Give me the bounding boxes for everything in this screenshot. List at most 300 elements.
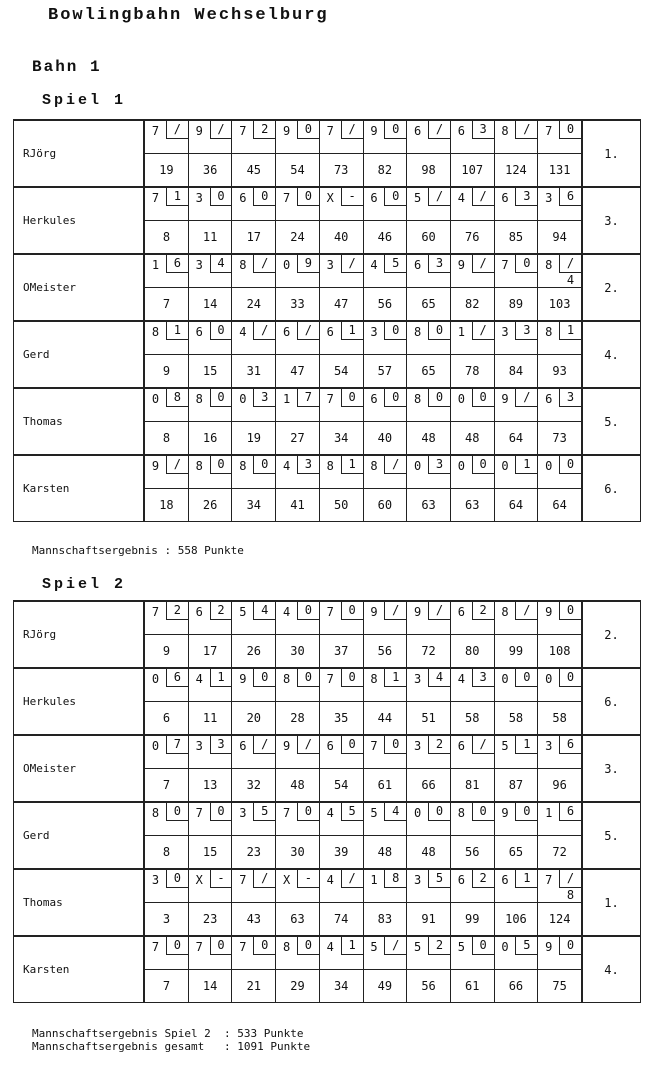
first-roll: 6 — [239, 191, 247, 205]
frame-rolls — [407, 187, 451, 221]
frame-total: 58 — [450, 702, 494, 736]
first-roll: 0 — [414, 806, 422, 820]
second-roll: 0 — [472, 456, 494, 474]
player-rank: 6. — [582, 455, 641, 522]
first-roll: 1 — [370, 873, 378, 887]
frame-rolls — [363, 187, 407, 221]
frame-roll-pair — [232, 870, 275, 902]
frame-roll-pair — [538, 188, 581, 220]
frame-roll-pair — [320, 456, 363, 488]
frame-roll-pair — [276, 322, 319, 354]
second-roll: 0 — [384, 736, 406, 754]
first-roll: 3 — [195, 191, 203, 205]
frame-roll-pair — [407, 456, 450, 488]
second-roll: 0 — [253, 188, 275, 206]
frame-total: 64 — [494, 422, 538, 456]
frame-rolls — [407, 321, 451, 355]
frame-rolls — [494, 601, 538, 635]
frame-rolls — [538, 321, 582, 355]
first-roll: 8 — [326, 459, 334, 473]
first-roll: 0 — [501, 459, 509, 473]
first-roll: 0 — [151, 672, 160, 686]
frame-roll-pair — [407, 937, 450, 969]
frame-roll-pair — [276, 255, 319, 287]
first-roll: 5 — [414, 191, 422, 205]
frame-total: 58 — [494, 702, 538, 736]
first-roll: 7 — [239, 873, 247, 887]
frame-total: 23 — [232, 836, 276, 870]
second-roll: 9 — [297, 255, 319, 273]
first-roll: 9 — [195, 124, 203, 138]
frame-roll-pair — [538, 255, 581, 287]
second-roll: / — [297, 736, 319, 754]
second-roll: 0 — [341, 736, 363, 754]
second-roll: 8 — [384, 870, 406, 888]
second-roll: 2 — [472, 870, 494, 888]
frame-rolls — [188, 388, 232, 422]
frame-total: 72 — [407, 635, 451, 669]
first-roll: 9 — [282, 739, 291, 753]
player-rank: 1. — [582, 869, 641, 936]
frame-total: 40 — [319, 221, 363, 255]
frame-rolls — [188, 869, 232, 903]
frame-total: 98 — [407, 154, 451, 188]
second-roll: 0 — [166, 870, 188, 888]
frame-rolls — [232, 321, 276, 355]
first-roll: 3 — [545, 191, 553, 205]
second-roll: 0 — [253, 669, 275, 687]
frame-roll-pair — [495, 322, 538, 354]
first-roll: 7 — [239, 940, 247, 954]
second-roll: 3 — [210, 736, 232, 754]
frame-total: 30 — [276, 836, 320, 870]
frame-total: 103 — [538, 288, 582, 322]
first-roll: X — [195, 873, 203, 887]
frame-rolls — [363, 802, 407, 836]
first-roll: 1 — [151, 258, 160, 272]
frame-roll-pair — [189, 602, 232, 634]
second-roll: 3 — [253, 389, 275, 407]
second-roll: 2 — [166, 602, 188, 620]
first-roll: 7 — [239, 124, 247, 138]
frame-roll-pair — [451, 188, 494, 220]
frame-total: 31 — [232, 355, 276, 389]
frame-rolls — [494, 388, 538, 422]
frame-rolls — [319, 321, 363, 355]
frame-rolls — [494, 802, 538, 836]
frame-roll-pair — [451, 937, 494, 969]
frame-roll-pair — [320, 322, 363, 354]
second-roll: 0 — [210, 803, 232, 821]
second-roll: 0 — [559, 456, 581, 474]
frame-total: 48 — [407, 422, 451, 456]
first-roll: 5 — [370, 806, 378, 820]
frame-rolls — [538, 388, 582, 422]
frame-rolls — [407, 254, 451, 288]
game-1-score-table — [13, 119, 641, 522]
player-rank: 5. — [582, 388, 641, 455]
frame-roll-pair — [451, 322, 494, 354]
frame-total: 9 — [144, 635, 188, 669]
frame-roll-pair — [320, 803, 363, 835]
frame-total: 26 — [188, 489, 232, 522]
second-roll: 3 — [515, 188, 537, 206]
frame-roll-pair — [538, 669, 581, 701]
frame-rolls — [276, 120, 320, 154]
frame-rolls — [232, 388, 276, 422]
frame-roll-pair — [189, 188, 232, 220]
second-roll: / — [515, 121, 537, 139]
first-roll: 6 — [501, 191, 509, 205]
frame-total: 65 — [407, 288, 451, 322]
frame-roll-pair — [407, 255, 450, 287]
first-roll: 6 — [195, 605, 203, 619]
frame-roll-pair — [189, 389, 232, 421]
frame-total: 8 — [144, 836, 188, 870]
second-roll: / — [297, 322, 319, 340]
frame-total: 21 — [232, 970, 276, 1003]
frame-roll-pair — [364, 602, 407, 634]
frame-total: 15 — [188, 836, 232, 870]
frame-total: 3 — [144, 903, 188, 937]
second-roll: / 8 — [559, 870, 581, 888]
frame-roll-pair — [451, 389, 494, 421]
frame-total: 89 — [494, 288, 538, 322]
frame-roll-pair — [145, 736, 188, 768]
second-roll: 0 — [472, 803, 494, 821]
first-roll: 6 — [457, 739, 465, 753]
first-roll: 5 — [370, 940, 378, 954]
second-roll: 1 — [384, 669, 406, 687]
frame-rolls — [319, 120, 363, 154]
frame-rolls — [494, 455, 538, 489]
first-roll: 4 — [239, 325, 247, 339]
frame-roll-pair — [276, 736, 319, 768]
frame-rolls — [232, 936, 276, 970]
frame-total: 23 — [188, 903, 232, 937]
frame-total: 56 — [363, 288, 407, 322]
frame-total: 78 — [450, 355, 494, 389]
frame-roll-pair — [232, 188, 275, 220]
frame-rolls — [538, 120, 582, 154]
first-roll: 3 — [326, 258, 334, 272]
frame-total: 73 — [538, 422, 582, 456]
second-roll: / — [253, 255, 275, 273]
frame-total: 36 — [188, 154, 232, 188]
second-roll: 3 — [472, 669, 494, 687]
frame-rolls — [450, 254, 494, 288]
frame-rolls — [232, 254, 276, 288]
player-name: Karsten — [14, 455, 145, 522]
second-roll: / — [166, 456, 188, 474]
frame-rolls — [144, 802, 188, 836]
frame-rolls — [276, 869, 320, 903]
frame-rolls — [450, 187, 494, 221]
frame-roll-pair — [538, 389, 581, 421]
frame-total: 15 — [188, 355, 232, 389]
frame-roll-pair — [276, 121, 319, 153]
first-roll: 4 — [195, 672, 203, 686]
player-row — [14, 802, 641, 836]
frame-rolls — [188, 321, 232, 355]
second-roll: 0 — [253, 937, 275, 955]
frame-total: 106 — [494, 903, 538, 937]
frame-rolls — [276, 735, 320, 769]
frame-total: 93 — [538, 355, 582, 389]
frame-roll-pair — [320, 736, 363, 768]
frame-roll-pair — [189, 322, 232, 354]
second-roll: 6 — [166, 669, 188, 687]
frame-total: 66 — [407, 769, 451, 803]
first-roll: X — [326, 191, 334, 205]
frame-roll-pair — [538, 803, 581, 835]
frame-total: 60 — [407, 221, 451, 255]
frame-roll-pair — [407, 602, 450, 634]
second-roll: / — [253, 736, 275, 754]
frame-total: 48 — [276, 769, 320, 803]
second-roll: 0 — [559, 121, 581, 139]
first-roll: 7 — [545, 873, 553, 887]
first-roll: 6 — [501, 873, 509, 887]
frame-total: 17 — [188, 635, 232, 669]
frame-rolls — [538, 869, 582, 903]
frame-roll-pair — [320, 389, 363, 421]
frame-total: 19 — [144, 154, 188, 188]
frame-roll-pair — [320, 188, 363, 220]
frame-rolls — [494, 869, 538, 903]
second-roll: 0 — [341, 669, 363, 687]
frame-rolls — [407, 668, 451, 702]
player-row — [14, 254, 641, 288]
first-roll: 8 — [282, 672, 291, 686]
frame-total: 29 — [276, 970, 320, 1003]
frame-total: 124 — [538, 903, 582, 937]
frame-rolls — [319, 601, 363, 635]
frame-total: 107 — [450, 154, 494, 188]
frame-rolls — [319, 735, 363, 769]
first-roll: 6 — [195, 325, 203, 339]
frame-roll-pair — [364, 736, 407, 768]
frame-rolls — [276, 254, 320, 288]
frame-roll-pair — [145, 937, 188, 969]
first-roll: 6 — [326, 739, 334, 753]
frame-total: 76 — [450, 221, 494, 255]
second-roll: 1 — [515, 870, 537, 888]
frame-rolls — [450, 388, 494, 422]
frame-roll-pair — [495, 937, 538, 969]
frame-rolls — [407, 802, 451, 836]
second-roll: 0 — [210, 456, 232, 474]
frame-rolls — [450, 120, 494, 154]
frame-rolls — [363, 869, 407, 903]
frame-roll-pair — [189, 669, 232, 701]
frame-rolls — [450, 668, 494, 702]
second-roll: / — [384, 456, 406, 474]
second-roll: 0 — [428, 389, 450, 407]
frame-total: 75 — [538, 970, 582, 1003]
frame-roll-pair — [320, 870, 363, 902]
second-roll: / — [428, 121, 450, 139]
frame-roll-pair — [145, 669, 188, 701]
frame-total: 64 — [494, 489, 538, 522]
frame-total: 48 — [407, 836, 451, 870]
frame-total: 54 — [319, 355, 363, 389]
first-roll: 7 — [195, 806, 203, 820]
first-roll: 8 — [414, 325, 422, 339]
first-roll: 0 — [151, 392, 160, 406]
player-rank: 2. — [582, 601, 641, 668]
first-roll: 7 — [151, 124, 160, 138]
frame-roll-pair — [320, 602, 363, 634]
frame-roll-pair — [495, 188, 538, 220]
second-roll: 8 — [166, 389, 188, 407]
player-row — [14, 601, 641, 635]
frame-total: 28 — [276, 702, 320, 736]
player-name: OMeister — [14, 735, 145, 802]
frame-total: 34 — [319, 970, 363, 1003]
frame-rolls — [232, 802, 276, 836]
frame-total: 87 — [494, 769, 538, 803]
frame-roll-pair — [451, 803, 494, 835]
first-roll: 4 — [326, 873, 334, 887]
first-roll: 0 — [282, 258, 291, 272]
player-rank: 5. — [582, 802, 641, 869]
frame-rolls — [407, 601, 451, 635]
frame-total: 63 — [450, 489, 494, 522]
frame-roll-pair — [495, 803, 538, 835]
second-roll: 0 — [297, 602, 319, 620]
second-roll: / — [253, 870, 275, 888]
frame-rolls — [363, 321, 407, 355]
first-roll: 5 — [239, 605, 247, 619]
frame-total: 11 — [188, 702, 232, 736]
second-roll: 0 — [297, 803, 319, 821]
frame-total: 6 — [144, 702, 188, 736]
frame-roll-pair — [495, 121, 538, 153]
frame-total: 7 — [144, 970, 188, 1003]
frame-total: 65 — [494, 836, 538, 870]
frame-total: 54 — [319, 769, 363, 803]
lane-title: Bahn 1 — [32, 58, 102, 76]
first-roll: 8 — [151, 806, 160, 820]
frame-total: 27 — [276, 422, 320, 456]
first-roll: 9 — [414, 605, 422, 619]
second-roll: 5 — [384, 255, 406, 273]
frame-rolls — [232, 668, 276, 702]
first-roll: 8 — [370, 672, 378, 686]
frame-roll-pair — [189, 803, 232, 835]
player-rank: 2. — [582, 254, 641, 321]
second-roll: 4 — [428, 669, 450, 687]
frame-total: 60 — [363, 489, 407, 522]
first-roll: 6 — [282, 325, 291, 339]
frame-rolls — [363, 668, 407, 702]
frame-roll-pair — [451, 602, 494, 634]
player-name: Herkules — [14, 187, 145, 254]
second-roll: 3 — [559, 389, 581, 407]
first-roll: 7 — [326, 605, 334, 619]
frame-total: 45 — [232, 154, 276, 188]
frame-rolls — [407, 869, 451, 903]
frame-total: 7 — [144, 769, 188, 803]
frame-roll-pair — [364, 322, 407, 354]
second-roll: 0 — [515, 255, 537, 273]
second-roll: 0 — [297, 937, 319, 955]
second-roll: 6 — [559, 188, 581, 206]
first-roll: 0 — [414, 459, 422, 473]
second-roll: 0 — [384, 121, 406, 139]
first-roll: 9 — [370, 124, 378, 138]
frame-rolls — [319, 455, 363, 489]
first-roll: 9 — [545, 940, 553, 954]
frame-roll-pair — [232, 121, 275, 153]
frame-roll-pair — [276, 389, 319, 421]
frame-rolls — [188, 455, 232, 489]
second-roll: / — [472, 736, 494, 754]
frame-roll-pair — [407, 389, 450, 421]
frame-total: 19 — [232, 422, 276, 456]
frame-rolls — [144, 120, 188, 154]
frame-rolls — [276, 802, 320, 836]
frame-roll-pair — [145, 389, 188, 421]
first-roll: 6 — [457, 124, 465, 138]
frame-total: 96 — [538, 769, 582, 803]
frame-roll-pair — [495, 389, 538, 421]
frame-rolls — [144, 187, 188, 221]
second-roll: 0 — [559, 669, 581, 687]
second-roll: 0 — [559, 602, 581, 620]
second-roll: / — [428, 602, 450, 620]
frame-total: 44 — [363, 702, 407, 736]
frame-roll-pair — [495, 255, 538, 287]
player-row — [14, 187, 641, 221]
first-roll: 0 — [457, 392, 465, 406]
second-roll: 1 — [166, 188, 188, 206]
second-roll: / — [341, 255, 363, 273]
frame-total: 58 — [538, 702, 582, 736]
first-roll: 9 — [457, 258, 465, 272]
second-roll: / — [166, 121, 188, 139]
frame-roll-pair — [451, 669, 494, 701]
first-roll: 5 — [414, 940, 422, 954]
second-roll: - — [341, 188, 363, 206]
frame-roll-pair — [232, 669, 275, 701]
second-roll: / — [515, 602, 537, 620]
second-roll: 1 — [341, 322, 363, 340]
frame-total: 14 — [188, 970, 232, 1003]
first-roll: 5 — [501, 739, 509, 753]
frame-rolls — [538, 254, 582, 288]
frame-roll-pair — [451, 121, 494, 153]
first-roll: 9 — [370, 605, 378, 619]
second-roll: 3 — [472, 121, 494, 139]
frame-roll-pair — [189, 255, 232, 287]
second-roll: 2 — [428, 937, 450, 955]
frame-total: 51 — [407, 702, 451, 736]
frame-rolls — [276, 455, 320, 489]
frame-rolls — [276, 668, 320, 702]
second-roll: 0 — [384, 322, 406, 340]
first-roll: 6 — [457, 873, 465, 887]
frame-roll-pair — [451, 255, 494, 287]
frame-total: 56 — [450, 836, 494, 870]
frame-rolls — [319, 936, 363, 970]
frame-roll-pair — [145, 255, 188, 287]
first-roll: 8 — [545, 325, 553, 339]
second-roll: / — [210, 121, 232, 139]
frame-rolls — [319, 802, 363, 836]
first-roll: 4 — [457, 672, 465, 686]
